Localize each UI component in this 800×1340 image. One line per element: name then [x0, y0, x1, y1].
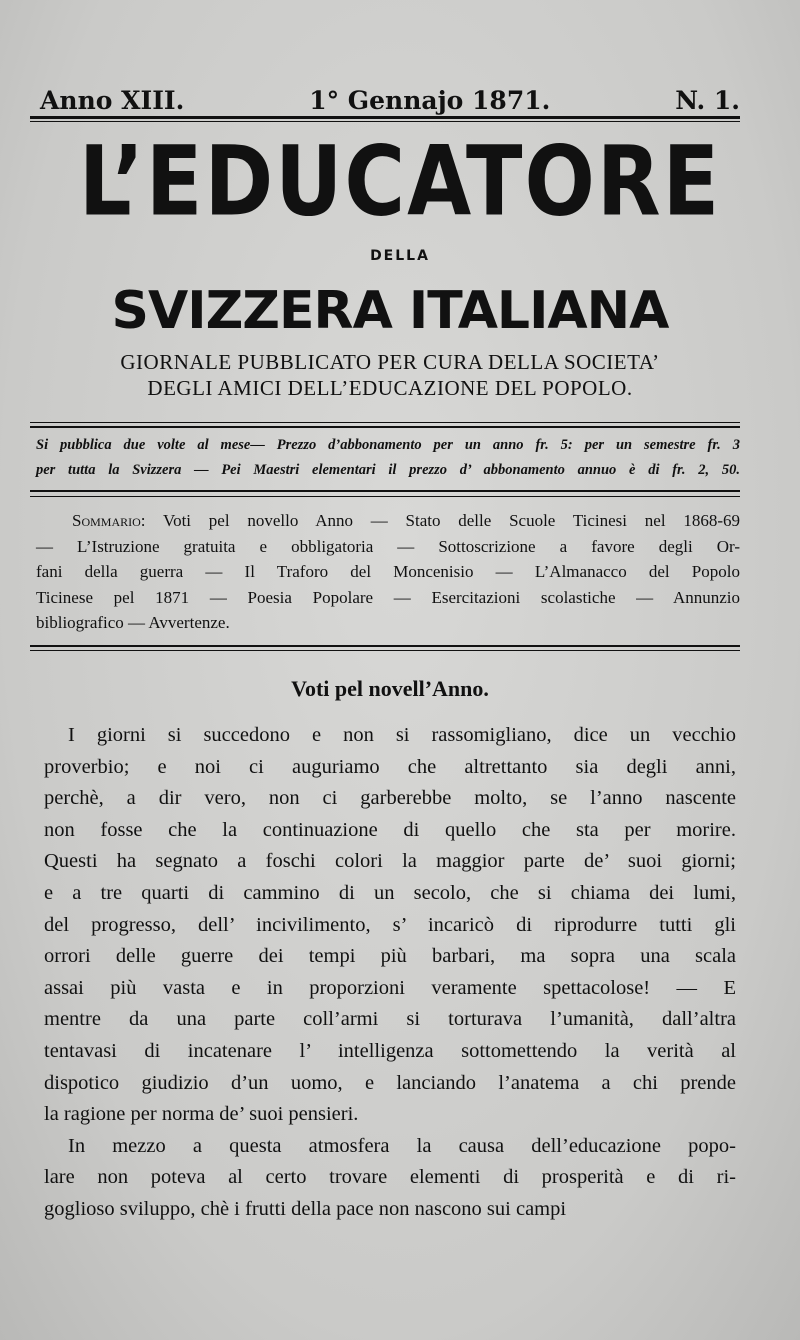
- article-line: In mezzo a questa atmosfera la causa dell’educazione popo-: [68, 1134, 736, 1157]
- article-line: I giorni si succedono e non si rassomigliano, dice un vecchio: [68, 724, 736, 746]
- subscription-line: Si pubblica due volte al mese— Prezzo d’abbonamento per un anno fr. 5: per un semestre fr. 3: [36, 437, 740, 453]
- article-line: goglioso sviluppo, chè i frutti della pace non nascono sui campi: [44, 1197, 567, 1220]
- summary-label: Sommario:: [72, 511, 146, 530]
- article-line: lare non poteva al certo trovare elementi di prosperità e di ri-: [44, 1166, 736, 1189]
- article-line: assai più vasta e in proporzioni veramente spettacolose! — E: [44, 976, 736, 999]
- article-line: del progresso, dell’ incivilimento, s’ incaricò di riprodurre tutti gli: [44, 913, 736, 936]
- article-heading: Voti pel novell’Anno.: [291, 676, 489, 701]
- article-line: perchè, a dir vero, non ci garberebbe molto, se l’anno nascente: [44, 787, 736, 810]
- subscription-line: per tutta la Svizzera — Pei Maestri elementari il prezzo d’ abbonamento annuo è di fr. 2, 50.: [36, 462, 740, 478]
- divider: [30, 422, 740, 423]
- divider: [30, 650, 740, 651]
- newspaper-subtitle: SVIZZERA ITALIANA: [111, 281, 669, 341]
- divider: [30, 426, 740, 428]
- article-line: mentre da una parte coll’armi si torturava l’umanità, dall’altra: [44, 1008, 736, 1031]
- article-line: tentavasi di incatenare l’ intelligenza sottomettendo la verità al: [44, 1039, 736, 1062]
- article-line: Questi ha segnato a foschi colori la maggior parte de’ suoi giorni;: [44, 850, 736, 873]
- masthead-dateline: [40, 86, 740, 115]
- article-line: e a tre quarti di cammino di un secolo, che si chiama dei lumi,: [44, 881, 736, 904]
- divider: [30, 116, 740, 119]
- divider: [30, 490, 740, 492]
- summary-line: fani della guerra — Il Traforo del Moncenisio — L’Almanacco del Popolo: [36, 562, 740, 581]
- volume-year: Anno XIII.: [40, 86, 185, 115]
- article-line: la ragione per norma de’ suoi pensieri.: [44, 1103, 359, 1126]
- summary-line: bibliografico — Avvertenze.: [36, 613, 230, 632]
- article-line: orrori delle guerre dei tempi più barbari, ma sopra una scala: [44, 945, 736, 968]
- tagline-2: DEGLI AMICI DELL’EDUCAZIONE DEL POPOLO.: [147, 376, 633, 400]
- article-line: non fosse che la continuazione di quello che sta per morire.: [44, 818, 736, 841]
- divider: [30, 121, 740, 122]
- article-line: proverbio; e noi ci auguriamo che altrettanto sia degli anni,: [44, 755, 736, 778]
- newspaper-title: L’EDUCATORE: [78, 125, 722, 238]
- divider: [30, 645, 740, 647]
- summary-line: Voti pel novello Anno — Stato delle Scuole Ticinesi nel 1868-69: [145, 511, 740, 530]
- tagline-1: GIORNALE PUBBLICATO PER CURA DELLA SOCIETA’: [120, 350, 660, 374]
- summary: [36, 508, 740, 636]
- article-line: dispotico giudizio d’un uomo, e lanciando l’anatema a chi prende: [44, 1071, 736, 1094]
- article-body: [44, 720, 736, 1226]
- issue-date: 1° Gennajo 1871.: [309, 86, 551, 115]
- title-connector: DELLA: [370, 248, 430, 264]
- divider: [30, 496, 740, 497]
- summary-line: — L’Istruzione gratuita e obbligatoria — Sottoscrizione a favore degli Or-: [36, 536, 740, 556]
- issue-number: N. 1.: [675, 86, 740, 115]
- summary-line: Ticinese pel 1871 — Poesia Popolare — Esercitazioni scolastiche — Annunzio: [36, 587, 740, 607]
